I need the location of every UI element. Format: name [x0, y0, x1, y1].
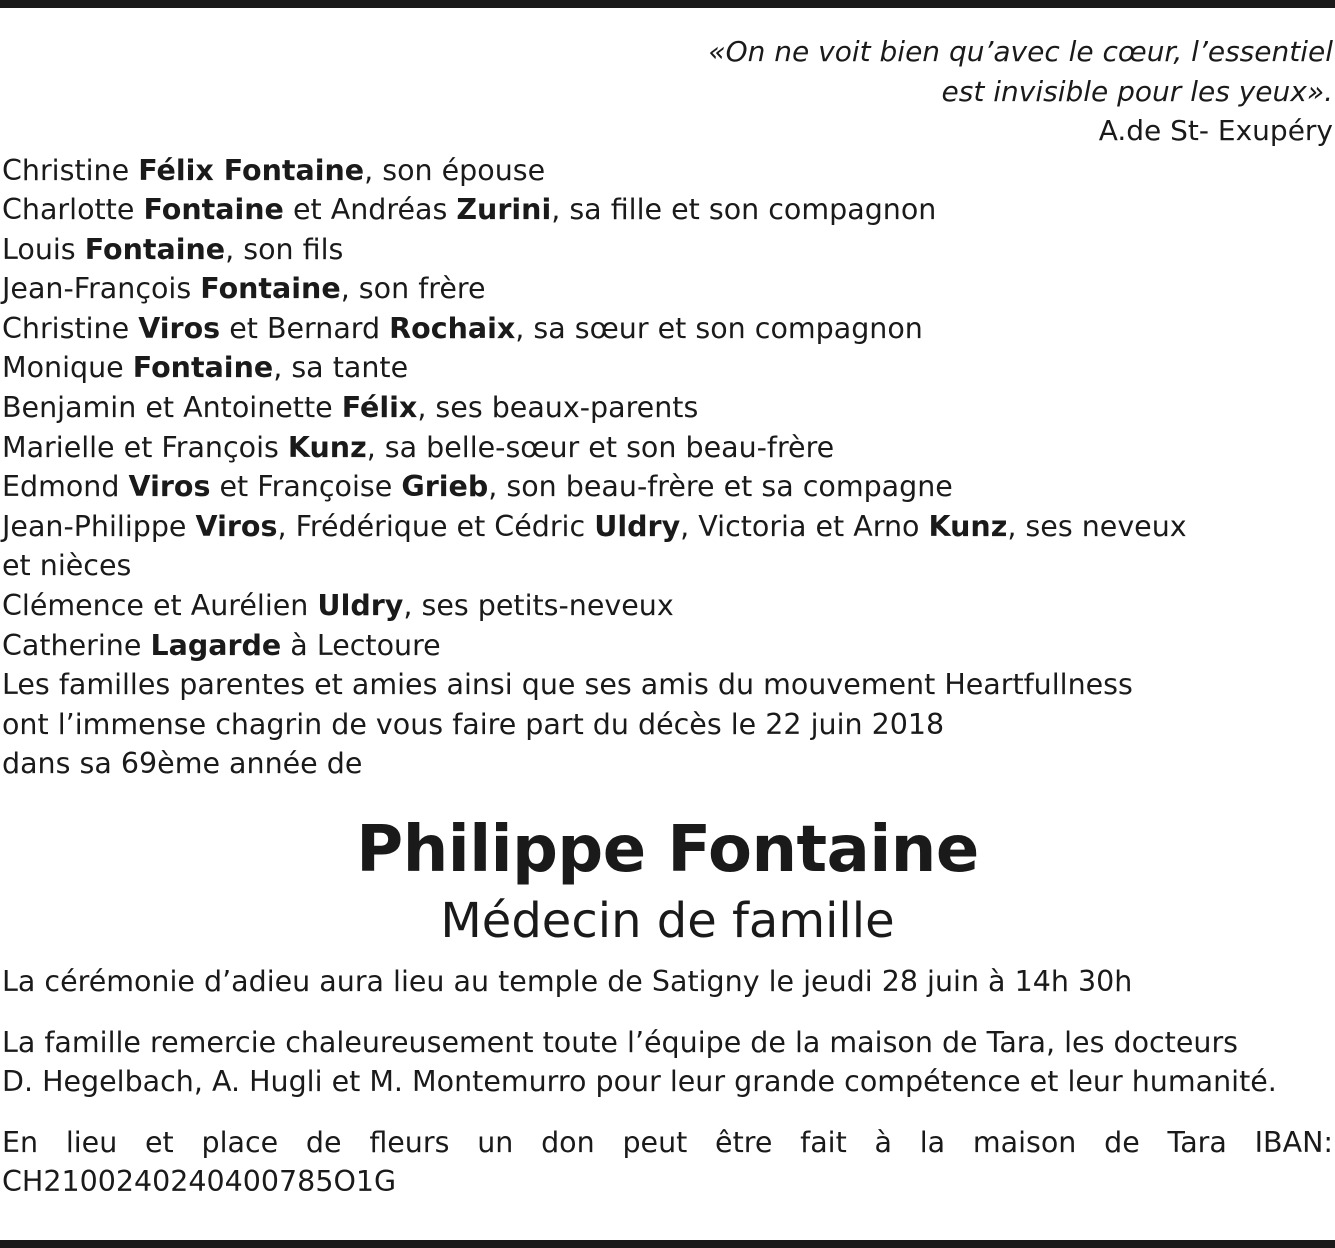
family-text: et Françoise	[210, 470, 402, 504]
family-text: , son beau-frère et sa compagne	[488, 470, 953, 504]
family-surname: Viros	[138, 311, 221, 345]
donation-line-1: En lieu et place de fleurs un don peut être fait à la maison de Tara IBAN:	[2, 1125, 1333, 1159]
family-line	[2, 626, 1333, 666]
family-surname: Viros	[128, 470, 211, 504]
family-text: , sa fille et son compagnon	[551, 193, 937, 227]
epigraph-quote	[2, 32, 1333, 151]
family-text: Christine	[2, 153, 139, 187]
family-line	[2, 269, 1333, 309]
family-line	[2, 507, 1333, 547]
family-surname: Fontaine	[143, 193, 284, 227]
family-text: , son frère	[340, 272, 486, 306]
top-border-rule	[0, 0, 1335, 8]
family-line	[2, 151, 1333, 191]
quote-line-1: «On ne voit bien qu’avec le cœur, l’essentiel	[708, 35, 1333, 68]
family-surname: Kunz	[928, 509, 1008, 543]
family-line	[2, 230, 1333, 270]
family-line	[2, 744, 1333, 784]
quote-line-2: est invisible pour les yeux».	[941, 74, 1333, 108]
family-surname: Uldry	[317, 589, 404, 623]
family-text: Marielle et François	[2, 430, 288, 464]
family-text: et nièces	[2, 549, 132, 583]
family-line	[2, 467, 1333, 507]
thanks-line-2: D. Hegelbach, A. Hugli et M. Montemurro pour leur grande compétence et leur humanité.	[2, 1065, 1277, 1099]
donation-iban: CH2100240240400785O1G	[2, 1165, 397, 1199]
family-text: et Bernard	[220, 311, 390, 345]
family-surname: Félix Fontaine	[138, 153, 365, 187]
family-line	[2, 665, 1333, 705]
family-text: dans sa 69ème année de	[2, 747, 363, 781]
family-line	[2, 309, 1333, 349]
family-line	[2, 546, 1333, 586]
family-text: , ses neveux	[1007, 509, 1187, 543]
family-text: , ses petits-neveux	[403, 589, 674, 623]
family-text: Catherine	[2, 628, 151, 662]
family-text: Benjamin et Antoinette	[2, 391, 342, 425]
family-text: Louis	[2, 232, 85, 266]
family-text: à Lectoure	[281, 628, 441, 662]
family-surname: Viros	[195, 509, 278, 543]
thanks-line-1: La famille remercie chaleureusement toute l’équipe de la maison de Tara, les docteurs	[2, 1025, 1239, 1059]
family-text: , sa sœur et son compagnon	[515, 311, 923, 345]
family-line	[2, 388, 1333, 428]
quote-author: A.de St- Exupéry	[1098, 114, 1333, 147]
family-line	[2, 586, 1333, 626]
family-text: ont l’immense chagrin de vous faire part du décès le 22 juin 2018	[2, 707, 945, 741]
bottom-border-rule	[0, 1240, 1335, 1248]
family-surname: Félix	[341, 391, 418, 425]
family-surname: Grieb	[401, 470, 489, 504]
family-text: , sa belle-sœur et son beau-frère	[366, 430, 835, 464]
deceased-name: Philippe Fontaine	[356, 813, 979, 887]
family-line	[2, 348, 1333, 388]
family-surname: Rochaix	[389, 311, 516, 345]
family-text: Les familles parentes et amies ainsi que ses amis du mouvement Heartfullness	[2, 668, 1133, 702]
family-surname: Fontaine	[84, 232, 226, 266]
family-list	[2, 151, 1333, 785]
family-text: Christine	[2, 311, 139, 345]
family-text: , Victoria et Arno	[680, 509, 929, 543]
family-surname: Fontaine	[200, 272, 341, 306]
family-line	[2, 705, 1333, 745]
family-text: , Frédérique et Cédric	[277, 509, 595, 543]
family-surname: Lagarde	[150, 628, 282, 662]
family-text: Jean-Philippe	[2, 509, 196, 543]
family-text: Monique	[2, 351, 133, 385]
obituary-notice	[2, 32, 1333, 1202]
deceased-profession: Médecin de famille	[440, 893, 895, 949]
family-text: Jean-François	[2, 272, 201, 306]
family-line	[2, 190, 1333, 230]
family-text: , son fils	[225, 232, 344, 266]
family-text: et Andréas	[283, 193, 457, 227]
family-surname: Fontaine	[132, 351, 274, 385]
ceremony-paragraph: La cérémonie d’adieu aura lieu au temple de Satigny le jeudi 28 juin à 14h 30h	[2, 965, 1133, 998]
family-surname: Uldry	[594, 509, 681, 543]
thanks-paragraph	[2, 1023, 1333, 1102]
family-text: Charlotte	[2, 193, 144, 227]
family-text: , sa tante	[273, 351, 409, 385]
donation-paragraph	[2, 1123, 1333, 1202]
family-line	[2, 428, 1333, 468]
family-text: , ses beaux-parents	[417, 391, 699, 425]
family-text: Clémence et Aurélien	[2, 589, 318, 623]
family-text: , son épouse	[364, 153, 546, 187]
family-text: Edmond	[2, 470, 129, 504]
family-surname: Zurini	[456, 193, 552, 227]
family-surname: Kunz	[287, 430, 367, 464]
